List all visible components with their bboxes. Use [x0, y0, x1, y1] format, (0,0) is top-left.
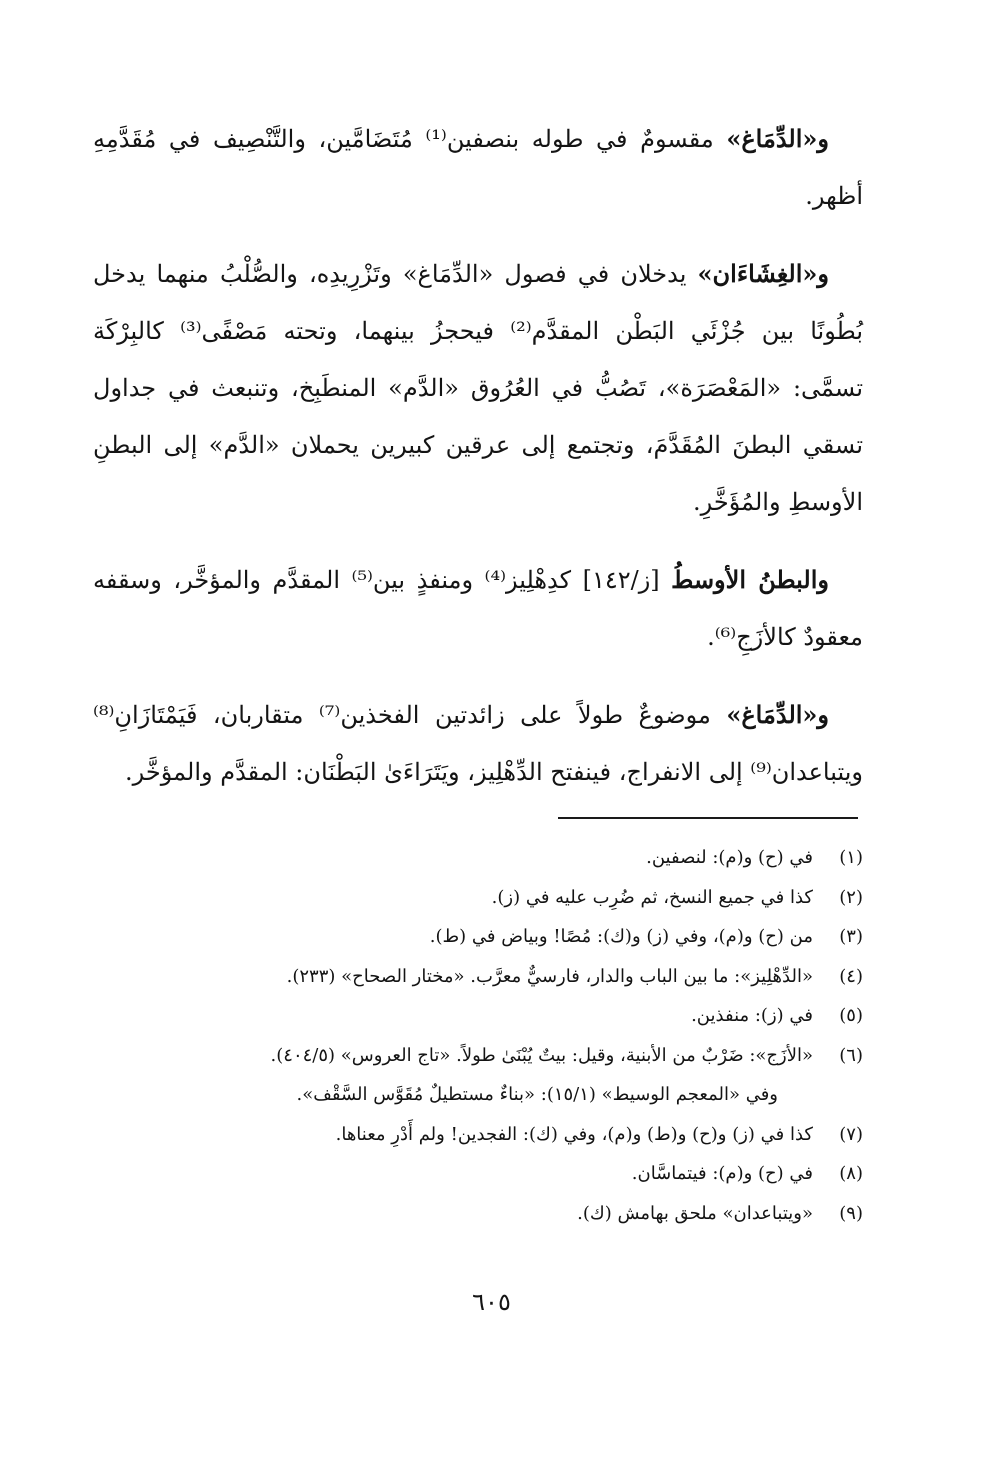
paragraph-4-text: موضوعٌ طولاً على زائدتين الفخذين⁽⁷⁾ متقاربان، فَيَمْتَازَانِ⁽⁸⁾ ويتباعدان⁽⁹⁾ إلى الانفراج، فينفتح الدِّهْلِيز، ويَتَرَاءَىٰ البَطْنَان: المقدَّم والمؤخَّر. — [93, 701, 863, 786]
footnote-number: (٥) — [839, 1005, 863, 1026]
paragraph-3-text: [ز/١٤٢] كدِهْلِيز⁽⁴⁾ ومنفذٍ بين⁽⁵⁾ المقدَّم والمؤخَّر، وسقفه معقودٌ كالأزَجِ⁽⁶⁾. — [93, 566, 863, 651]
footnote-text: «الأزَج»: ضَرْبٌ من الأبنية، وقيل: بيتٌ يُبْنَىٰ طولاً. «تاج العروس» (٤٠٤/٥). — [270, 1044, 813, 1066]
footnote-text: من (ح) و(م)، وفي (ز) و(ك): مُصًا! وبياض في (ط). — [429, 926, 813, 947]
paragraph-2-lead: و«الغِشَاءَان» — [697, 259, 829, 288]
footnote-text: «ويتباعدان» ملحق بهامش (ك). — [577, 1202, 813, 1224]
footnote-number: (٦) — [839, 1044, 863, 1066]
footnote-number: (٨) — [839, 1163, 863, 1184]
footnote-separator — [558, 817, 858, 819]
paragraph-1 — [93, 110, 863, 225]
footnote-6 — [93, 1036, 863, 1076]
footnote-3 — [93, 917, 863, 957]
paragraph-2 — [93, 245, 863, 531]
footnote-9 — [93, 1194, 863, 1234]
main-text — [93, 110, 863, 821]
paragraph-3-lead: والبطنُ الأوسطُ — [671, 565, 829, 594]
footnote-text: كذا في (ز) و(ح) و(ط) و(م)، وفي (ك): الفجدين! ولم أَدْرِ معناها. — [335, 1123, 813, 1145]
footnote-number: (٩) — [839, 1202, 863, 1224]
footnote-1 — [93, 838, 863, 878]
footnote-text: في (ح) و(م): فيتماسَّان. — [631, 1163, 813, 1184]
paragraph-4-lead: و«الدِّمَاغ» — [726, 700, 830, 729]
footnote-5 — [93, 996, 863, 1036]
paragraph-3 — [93, 551, 863, 666]
paragraph-1-lead: و«الدِّمَاغ» — [726, 124, 829, 153]
footnote-text: في (ح) و(م): لنصفين. — [646, 847, 813, 868]
footnote-8 — [93, 1154, 863, 1194]
footnote-7 — [93, 1115, 863, 1155]
footnote-number: (١) — [839, 847, 863, 868]
paragraph-2-text: يدخلان في فصول «الدِّمَاغ» وتَزْرِيدِه، والصُّلْبُ منهما يدخل بُطُونًا بين جُزْئَي البَطْن المقدَّم⁽²⁾ فيحجزُ بينهما، وتحته مَصْفًى⁽³⁾ كالبِرْكَة تسمَّى: «المَعْصَرَة»، تَصُبُّ في العُرُوق «الدَّم» المنطَبِخ، وتنبعث في جداول تسقي البطنَ المُقَدَّمَ، وتجتمع إلى عرقين كبيرين يحملان «الدَّم» إلى البطنِ الأوسطِ والمُؤَخَّرِ. — [93, 260, 863, 516]
footnote-text: كذا في جميع النسخ، ثم ضُرِب عليه في (ز). — [491, 886, 813, 908]
footnote-number: (٣) — [839, 926, 863, 947]
page-number: ٦٠٥ — [472, 1288, 511, 1316]
footnote-text: وفي «المعجم الوسيط» (١٥/١): «بناءٌ مستطيلٌ مُقَوَّس السَّقْف». — [296, 1084, 778, 1105]
footnotes-list — [93, 838, 863, 1233]
footnote-text: في (ز): منفذين. — [691, 1005, 813, 1026]
footnote-number: (٤) — [839, 965, 863, 987]
footnote-text: «الدِّهْلِيز»: ما بين الباب والدار، فارسيٌّ معرَّب. «مختار الصحاح» (٢٣٣). — [286, 965, 813, 987]
paragraph-4 — [93, 686, 863, 801]
paragraph-1-text: مقسومٌ في طوله بنصفين⁽¹⁾ مُتَضَامَّين، والتَّنْصِيف في مُقَدَّمِهِ أظهر. — [93, 125, 863, 210]
footnote-number: (٧) — [839, 1123, 863, 1145]
footnote-2 — [93, 878, 863, 918]
footnote-6-continuation — [93, 1075, 863, 1115]
footnote-4 — [93, 957, 863, 997]
footnote-number: (٢) — [839, 886, 863, 908]
